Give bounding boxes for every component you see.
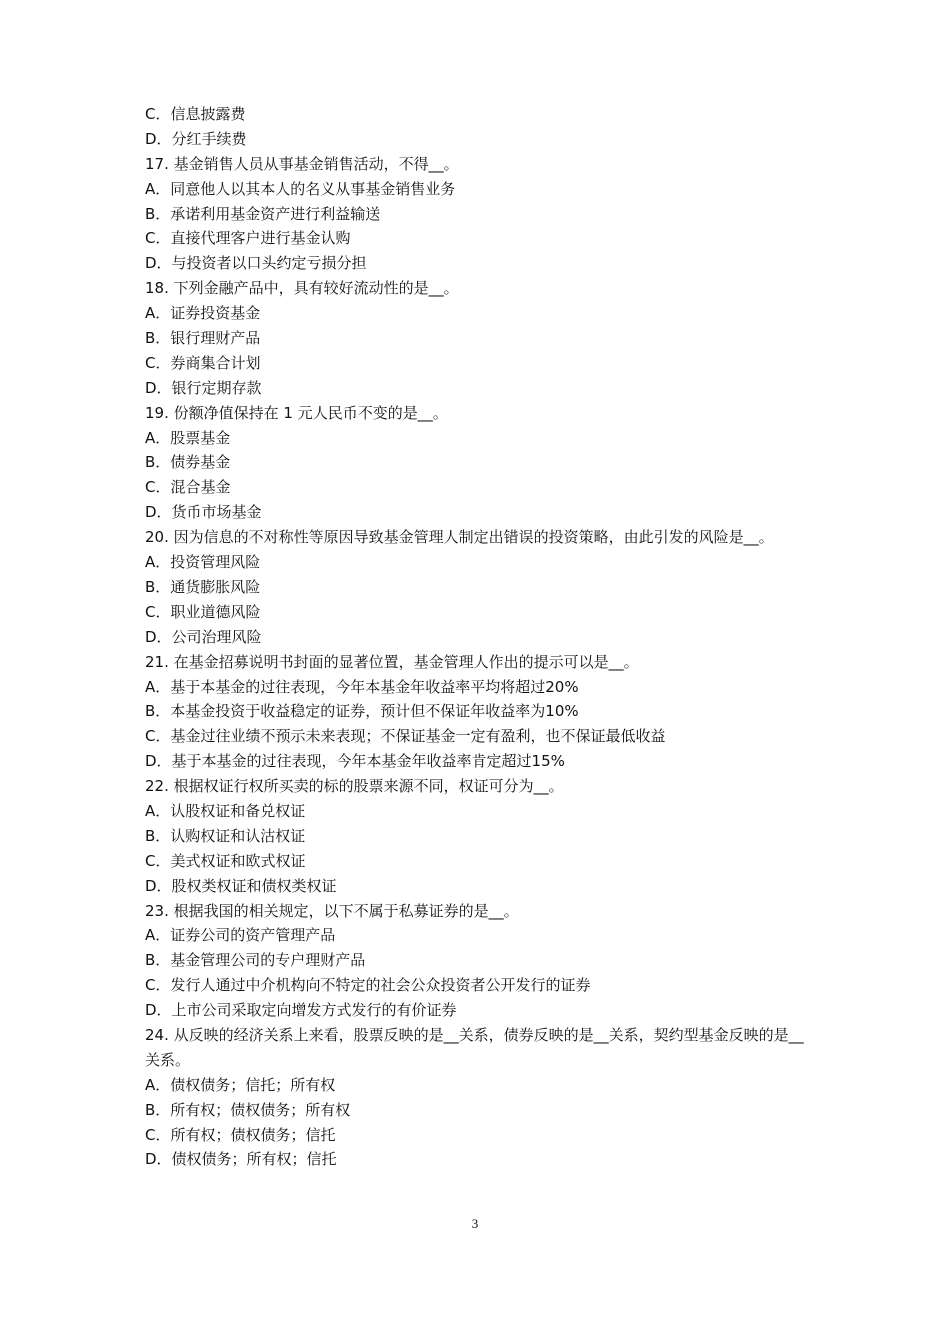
question-text: 18. 下列金融产品中，具有较好流动性的是__。 (145, 279, 459, 298)
answer-option: C．基金过往业绩不预示未来表现；不保证基金一定有盈利，也不保证最低收益 (145, 727, 666, 746)
answer-option: A．债权债务；信托；所有权 (145, 1075, 336, 1094)
question-text: 19. 份额净值保持在 1 元人民币不变的是__。 (145, 403, 448, 422)
answer-option: B．银行理财产品 (145, 329, 261, 348)
question-text: 23. 根据我国的相关规定，以下不属于私募证券的是__。 (145, 901, 519, 920)
answer-option: D．货币市场基金 (145, 503, 262, 522)
question-text: 21. 在基金招募说明书封面的显著位置，基金管理人作出的提示可以是__。 (145, 652, 639, 671)
question-text: 22. 根据权证行权所买卖的标的股票来源不同，权证可分为__。 (145, 777, 564, 796)
answer-option: D．与投资者以口头约定亏损分担 (145, 254, 367, 273)
document-body (145, 102, 815, 1172)
answer-option: C．直接代理客户进行基金认购 (145, 229, 351, 248)
answer-option: A．证券公司的资产管理产品 (145, 926, 336, 945)
answer-option: C．信息披露费 (145, 105, 246, 123)
answer-option: D．股权类权证和债权类权证 (145, 876, 337, 895)
answer-option: D．基于本基金的过往表现，今年本基金年收益率肯定超过15% (145, 752, 565, 771)
question-text: 24. 从反映的经济关系上来看，股票反映的是__关系，债券反映的是__关系，契约型基金反映的是__关系。 (145, 1025, 804, 1069)
answer-option: A．股票基金 (145, 428, 231, 447)
page-number: 3 (471, 1216, 479, 1231)
answer-option: B．认购权证和认沽权证 (145, 826, 306, 845)
answer-option: C．混合基金 (145, 478, 231, 497)
answer-option: D．债权债务；所有权；信托 (145, 1150, 337, 1169)
answer-option: C．职业道德风险 (145, 602, 261, 621)
answer-option: C．发行人通过中介机构向不特定的社会公众投资者公开发行的证券 (145, 976, 591, 995)
answer-option: B．债券基金 (145, 453, 231, 472)
question-text: 17. 基金销售人员从事基金销售活动，不得__。 (145, 154, 459, 173)
answer-option: C．美式权证和欧式权证 (145, 851, 306, 870)
answer-option: D．上市公司采取定向增发方式发行的有价证券 (145, 1001, 457, 1020)
answer-option: B．承诺利用基金资产进行利益输送 (145, 204, 381, 223)
answer-option: A．同意他人以其本人的名义从事基金销售业务 (145, 179, 456, 198)
question-text: 20. 因为信息的不对称性等原因导致基金管理人制定出错误的投资策略，由此引发的风险是__。 (145, 528, 774, 547)
answer-option: B．所有权；债权债务；所有权 (145, 1100, 351, 1119)
answer-option: A．证券投资基金 (145, 304, 261, 323)
answer-option: A．认股权证和备兑权证 (145, 801, 306, 820)
answer-option: B．本基金投资于收益稳定的证券，预计但不保证年收益率为10% (145, 702, 579, 721)
answer-option: B．通货膨胀风险 (145, 577, 261, 596)
answer-option: C．所有权；债权债务；信托 (145, 1125, 336, 1144)
answer-option: C．券商集合计划 (145, 353, 261, 372)
answer-option: D．分红手续费 (145, 129, 247, 148)
answer-option: D．银行定期存款 (145, 378, 262, 397)
answer-option: D．公司治理风险 (145, 627, 262, 646)
answer-option: A．投资管理风险 (145, 553, 261, 572)
answer-option: B．基金管理公司的专户理财产品 (145, 951, 366, 970)
answer-option: A．基于本基金的过往表现，今年本基金年收益率平均将超过20% (145, 677, 579, 696)
